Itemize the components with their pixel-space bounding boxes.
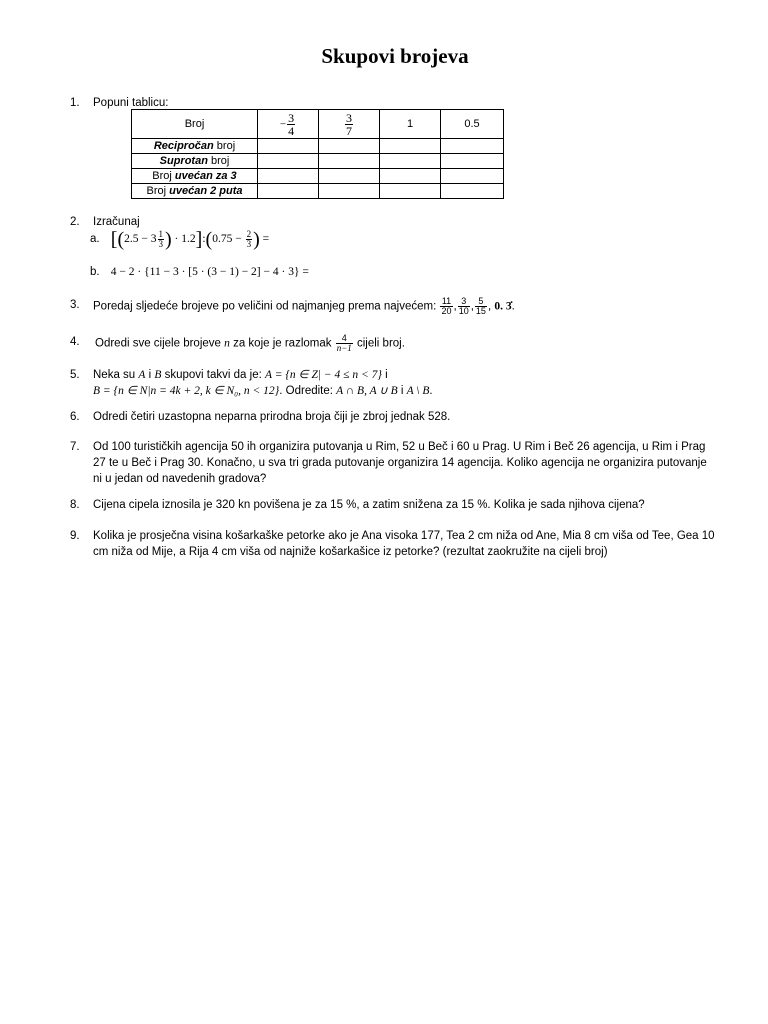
question-number: 4. [70,336,80,348]
question-text: Izračunaj [93,216,140,228]
question-text: Popuni tablicu: [93,97,169,109]
page-title: Skupovi brojeva [321,44,469,68]
question-number: 6. [70,411,80,423]
question-number: 5. [70,369,80,381]
subquestion-a [90,230,269,249]
subquestion-b [90,264,309,280]
table-header-cell: − $\frac{3}{4}$ [258,110,319,139]
answer-cell[interactable] [319,139,380,154]
question-number: 8. [70,499,80,511]
answer-cell[interactable] [319,169,380,184]
answer-cell[interactable] [380,154,441,169]
expression-a: [(2.5 − 3 $\frac{1}{3}$ ) · 1.2]:(0.75 − $\frac{2}{3}$ ) = [110,228,270,251]
answer-cell[interactable] [258,139,319,154]
question-number: 2. [70,216,80,228]
answer-cell[interactable] [441,139,504,154]
answer-cell[interactable] [380,139,441,154]
row-label: Suprotan broj [132,154,258,169]
subquestion-label: a. [90,233,100,246]
answer-cell[interactable] [258,154,319,169]
answer-cell[interactable] [319,184,380,199]
row-label: Broj uvećan za 3 [132,169,258,184]
subquestion-label: b. [90,266,100,278]
fill-in-table [131,109,504,199]
table-row [132,184,504,199]
answer-cell[interactable] [380,184,441,199]
question-number: 3. [70,299,80,311]
answer-cell[interactable] [319,154,380,169]
question-text: Od 100 turističkih agencija 50 ih organizira putovanja u Rim, 52 u Beč i 60 u Prag. U Rim i Beč 26 agencija, u Rim i Prag 27 te u Beč i Prag 30. Konačno, u sva tri grada putovanje organizira 14 agencija. Koliko agencija ne organizira putovanje ni u jedan od navedenih gradova? [93,441,707,485]
question-text: Kolika je prosječna visina košarkaške petorke ako je Ana visoka 177, Tea 2 cm niža od Ane, Mia 8 cm viša od Tee, Gea 10 cm niža od Mije, a Rija 4 cm viša od najniže košarkašice iz petorke? (rezultat zaokružite na cijeli broj) [93,530,715,558]
question-number: 9. [70,530,80,542]
question-number: 1. [70,97,80,109]
table-header-cell: 0.5 [441,110,504,139]
expression-b: 4 − 2 · {11 − 3 · [5 · (3 − 1) − 2] − 4 · 3} = [110,266,309,278]
answer-cell[interactable] [441,154,504,169]
question-text: Cijena cipela iznosila je 320 kn povišena je za 15 %, a zatim snižena za 15 %. Kolika je sada njihova cijena? [93,499,645,511]
table-row [132,154,504,169]
answer-cell[interactable] [380,169,441,184]
table-header-cell: Broj [132,110,258,139]
question-text: Odredi sve cijele brojeve n za koje je razlomak $\frac{4}{n-1}$ cijeli broj. [95,333,405,353]
table-header-cell: $\frac{3}{7}$ [319,110,380,139]
answer-cell[interactable] [441,184,504,199]
answer-cell[interactable] [441,169,504,184]
question-text: Neka su A i B skupovi takvi da je: A = {n ∈ Z| − 4 ≤ n < 7} i B = {n ∈ N|n = 4k + 2, k ∈ N₀, n < 12}. Odredite: A ∩ B, A ∪ B i A \ B. [93,369,433,397]
answer-cell[interactable] [258,169,319,184]
row-label: Recipročan broj [132,139,258,154]
question-text: Poredaj sljedeće brojeve po veličini od najmanjeg prema najvećem: $\frac{11}{20}$ , $\frac{3}{10}$ , $\frac{5}{15}$ , 0. 3̇. [93,296,515,316]
table-row [132,169,504,184]
question-number: 7. [70,441,80,453]
answer-cell[interactable] [258,184,319,199]
question-text: Odredi četiri uzastopna neparna prirodna broja čiji je zbroj jednak 528. [93,411,451,423]
row-label: Broj uvećan 2 puta [132,184,258,199]
table-row [132,139,504,154]
table-header-cell: 1 [380,110,441,139]
